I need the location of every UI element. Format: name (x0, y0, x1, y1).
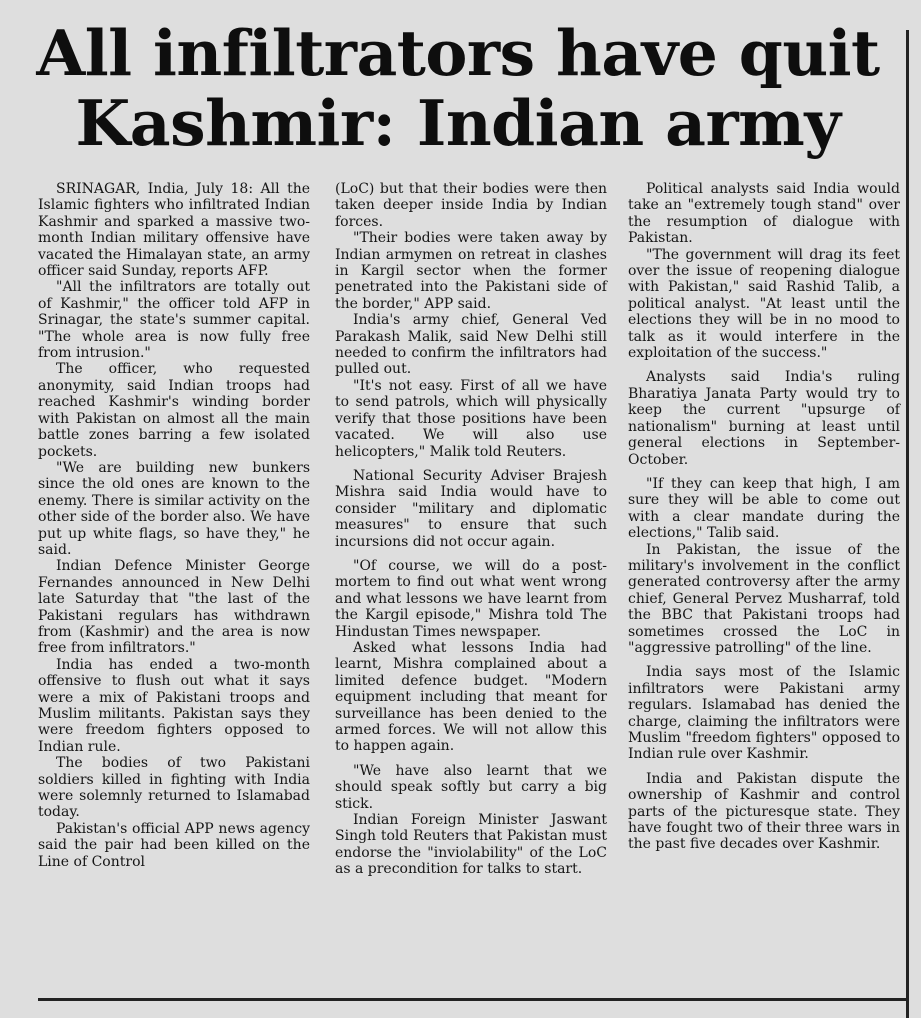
paragraph: Analysts said India's ruling Bharatiya Janata Party would try to keep the current "upsurge of nationalism" burning at least until general elections in September-October. (628, 369, 900, 468)
paragraph: Indian Foreign Minister Jaswant Singh told Reuters that Pakistan must endorse the "inviolability" of the LoC as a precondition for talks to start. (335, 812, 607, 878)
paragraph: The officer, who requested anonymity, said Indian troops had reached Kashmir's winding border with Pakistan on almost all the main battle zones barring a few isolated pockets. (38, 361, 310, 460)
paragraph: Political analysts said India would take an "extremely tough stand" over the resumption of dialogue with Pakistan. (628, 181, 900, 247)
headline (18, 18, 898, 158)
article-column-3 (628, 181, 900, 853)
paragraph: "The government will drag its feet over the issue of reopening dialogue with Pakistan," said Rashid Talib, a political analyst. "At least until the elections they will be in no mood to talk as it would interfere in the exploitation of the success." (628, 246, 900, 362)
paragraph: Pakistan's official APP news agency said the pair had been killed on the Line of Control (38, 820, 310, 870)
paragraph: "Of course, we will do a post-mortem to find out what went wrong and what lessons we have learnt from the Kargil episode," Mishra told The Hindustan Times newspaper. (335, 557, 607, 640)
paragraph: "We are building new bunkers since the old ones are known to the enemy. There is similar activity on the other side of the border also. We have put up white flags, so have they," he said. (38, 459, 310, 558)
paragraph: SRINAGAR, India, July 18: All the Islamic fighters who infiltrated Indian Kashmir and sparked a massive two-month Indian military offensive have vacated the Himalayan state, an army officer said Sunday, reports AFP. (38, 181, 310, 280)
column-divider (906, 30, 909, 1018)
paragraph: India's army chief, General Ved Parakash Malik, said New Delhi still needed to confirm the infiltrators had pulled out. (335, 312, 607, 378)
paragraph: The bodies of two Pakistani soldiers killed in fighting with India were solemnly returned to Islamabad today. (38, 755, 310, 821)
headline-line-1: All infiltrators have quit (36, 16, 880, 90)
paragraph: India and Pakistan dispute the ownership of Kashmir and control parts of the picturesque state. They have fought two of their three wars in the past five decades over Kashmir. (628, 770, 900, 853)
paragraph: "It's not easy. First of all we have to send patrols, which will physically verify that those positions have been vacated. We will also use helicopters," Malik told Reuters. (335, 377, 607, 460)
paragraph: "We have also learnt that we should speak softly but carry a big stick. (335, 762, 607, 812)
paragraph: "All the infiltrators are totally out of Kashmir," the officer told AFP in Srinagar, the state's summer capital. "The whole area is now fully free from intrusion." (38, 279, 310, 362)
headline-line-2: Kashmir: Indian army (75, 86, 841, 160)
paragraph: "Their bodies were taken away by Indian armymen on retreat in clashes in Kargil sector when the former penetrated into the Pakistani side of the border," APP said. (335, 230, 607, 312)
paragraph: Indian Defence Minister George Fernandes announced in New Delhi late Saturday that "the last of the Pakistani regulars has withdrawn from (Kashmir) and the area is now free from infiltrators." (38, 558, 310, 657)
article-column-1 (38, 181, 310, 870)
paragraph: (LoC) but that their bodies were then taken deeper inside India by Indian forces. (335, 181, 607, 230)
paragraph: In Pakistan, the issue of the military's involvement in the conflict generated controversy after the army chief, General Pervez Musharraf, told the BBC that Pakistani troops had sometimes crossed the LoC in "aggressive patrolling" of the line. (628, 541, 900, 656)
paragraph: India says most of the Islamic infiltrators were Pakistani army regulars. Islamabad has denied the charge, claiming the infiltrators were Muslim "freedom fighters" opposed to Indian rule over Kashmir. (628, 664, 900, 763)
paragraph: National Security Adviser Brajesh Mishra said India would have to consider "military and diplomatic measures" to ensure that such incursions did not occur again. (335, 467, 607, 550)
paragraph: "If they can keep that high, I am sure they will be able to come out with a clear mandate during the elections," Talib said. (628, 475, 900, 542)
paragraph: Asked what lessons India had learnt, Mishra complained about a limited defence budget. "Modern equipment including that meant for surveillance has been denied to the armed forces. We will not allow this to happen again. (335, 639, 607, 755)
paragraph: India has ended a two-month offensive to flush out what it says were a mix of Pakistani troops and Muslim militants. Pakistan says they were freedom fighters opposed to Indian rule. (38, 656, 310, 755)
article-column-2 (335, 181, 607, 878)
bottom-divider (38, 998, 906, 1001)
